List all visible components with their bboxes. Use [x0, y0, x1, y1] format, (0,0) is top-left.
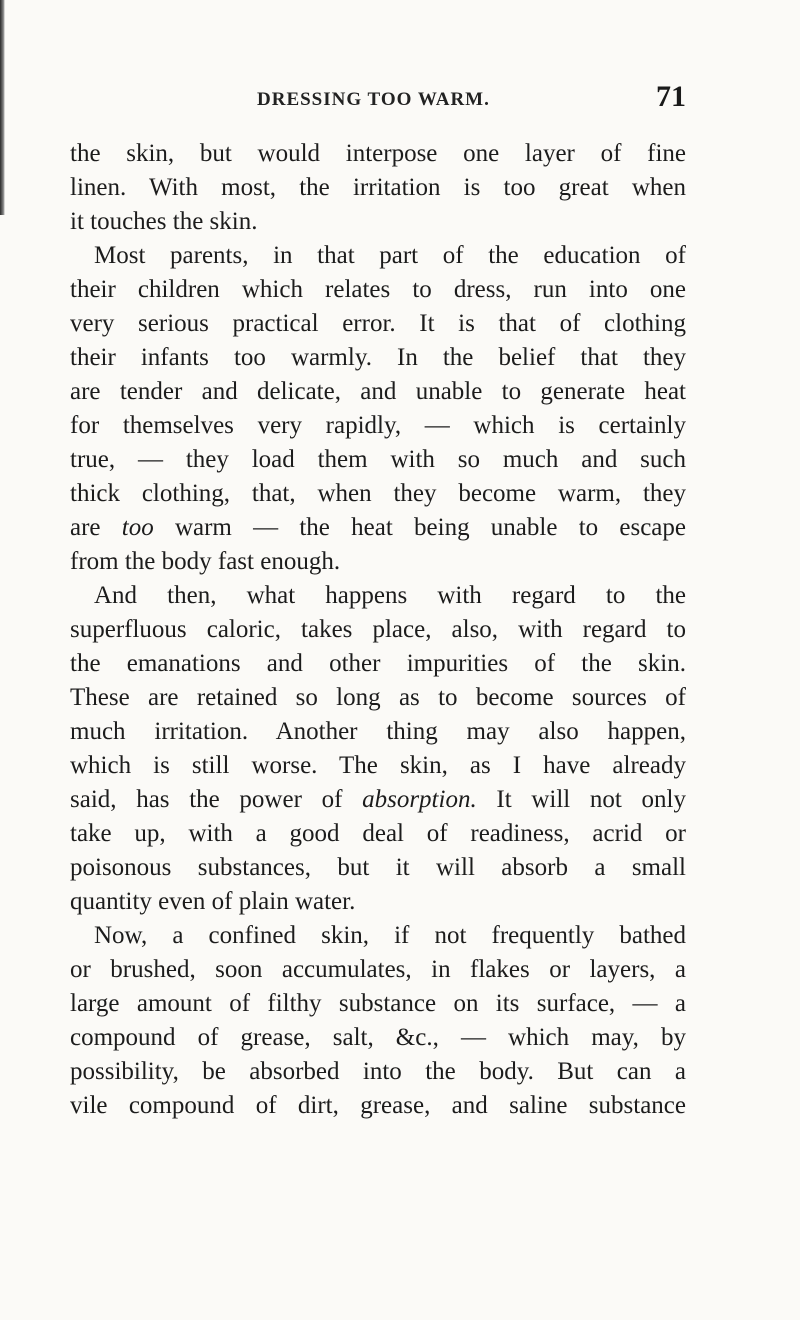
- emphasis: too: [121, 514, 154, 541]
- text-line: their children which relates to dress, run into one: [70, 276, 686, 303]
- text-line: large amount of filthy substance on its surface, — a: [70, 990, 686, 1017]
- emphasis: absorption.: [362, 786, 477, 813]
- text-line: the emanations and other impurities of the skin.: [70, 650, 686, 677]
- page-header: [70, 80, 686, 116]
- text-line: from the body fast enough.: [70, 548, 341, 575]
- text-line: quantity even of plain water.: [70, 888, 356, 915]
- text-line: or brushed, soon accumulates, in flakes or layers, a: [70, 956, 686, 983]
- text-line: true, — they load them with so much and such: [70, 446, 686, 473]
- text-line: which is still worse. The skin, as I have already: [70, 752, 686, 779]
- body-text: [70, 137, 686, 1123]
- text-line: thick clothing, that, when they become warm, they: [70, 480, 686, 507]
- text-line: it touches the skin.: [70, 208, 258, 235]
- text-line: the skin, but would interpose one layer of fine: [70, 140, 686, 167]
- text-line: are tender and delicate, and unable to generate heat: [70, 378, 686, 405]
- text-line: are too warm — the heat being unable to escape: [70, 514, 686, 541]
- text-line: said, has the power of absorption. It will not only: [70, 786, 686, 813]
- text-line: poisonous substances, but it will absorb a small: [70, 854, 686, 881]
- text-line: very serious practical error. It is that of clothing: [70, 310, 686, 337]
- text-line: take up, with a good deal of readiness, acrid or: [70, 820, 686, 847]
- text-line: Now, a confined skin, if not frequently bathed: [94, 922, 686, 949]
- text-line: These are retained so long as to become sources of: [70, 684, 686, 711]
- text-line: much irritation. Another thing may also happen,: [70, 718, 686, 745]
- text-line: superfluous caloric, takes place, also, with regard to: [70, 616, 686, 643]
- text-line: Most parents, in that part of the education of: [94, 242, 686, 269]
- page-number: 71: [656, 80, 686, 113]
- text-line: compound of grease, salt, &c., — which may, by: [70, 1024, 686, 1051]
- page-binding-shadow: [0, 0, 5, 215]
- text-line: vile compound of dirt, grease, and saline substance: [70, 1092, 686, 1119]
- text-line: for themselves very rapidly, — which is certainly: [70, 412, 686, 439]
- running-head: DRESSING TOO WARM.: [257, 89, 490, 110]
- text-line: linen. With most, the irritation is too great when: [70, 174, 686, 201]
- text-line: their infants too warmly. In the belief that they: [70, 344, 686, 371]
- text-line: possibility, be absorbed into the body. But can a: [70, 1058, 686, 1085]
- text-line: And then, what happens with regard to the: [94, 582, 686, 609]
